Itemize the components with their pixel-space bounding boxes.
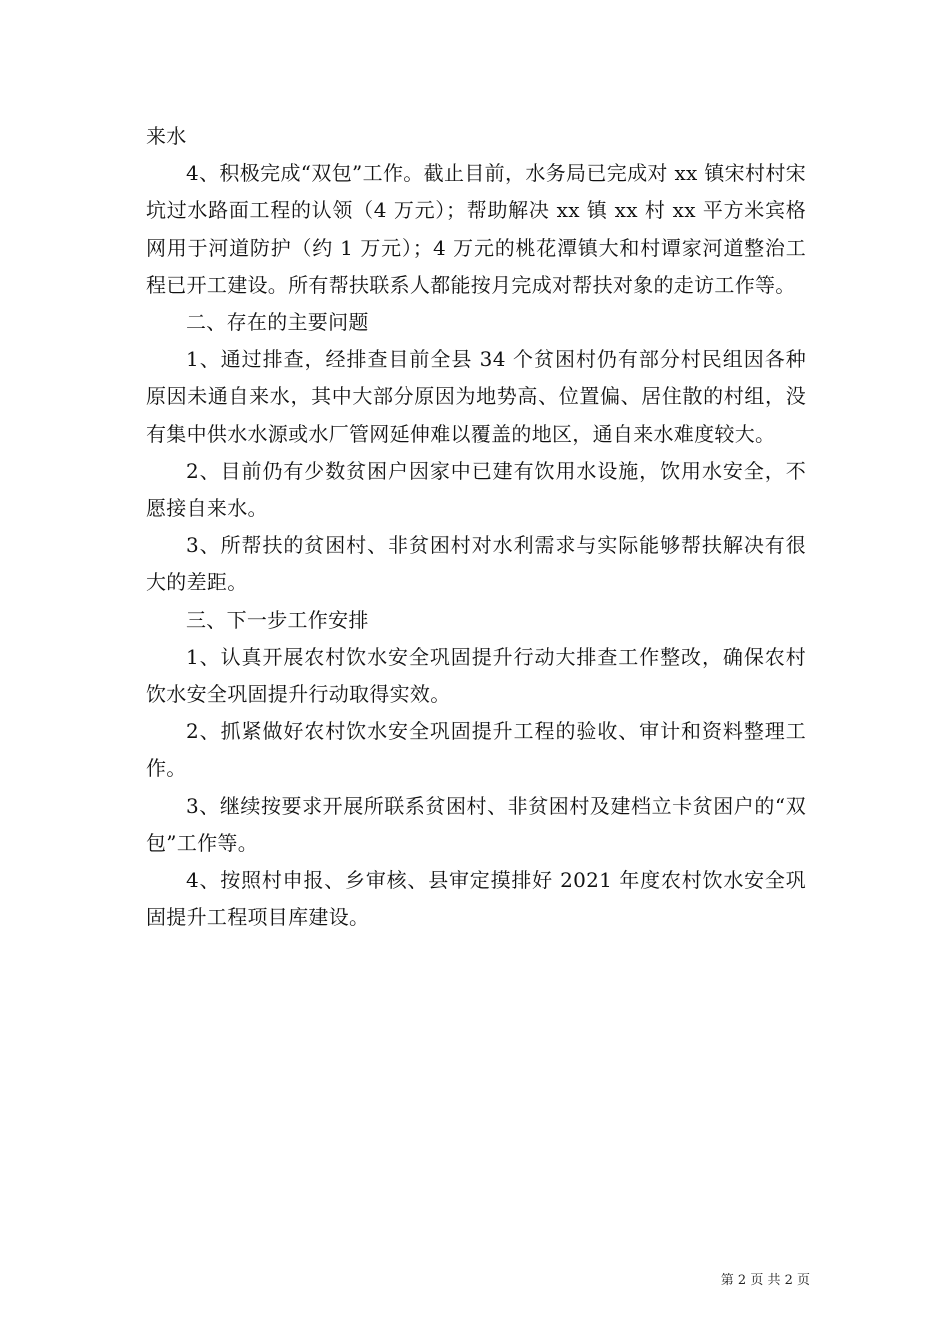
paragraph-continuation: 来水 — [146, 124, 187, 148]
page-number-footer: 第 2 页 共 2 页 — [720, 1273, 810, 1288]
section-heading-problems: 二、存在的主要问题 — [186, 310, 369, 335]
paragraph-problem-1: 1、通过排查，经排查目前全县 34 个贫困村仍有部分村民组因各种原因未通自来水，其中大部分原因为地势高、位置偏、居住散的村组，没有集中供水水源或水厂管网延伸难以覆盖的地区，通自来水难度较大。 — [146, 347, 806, 446]
paragraph-problem-2: 2、目前仍有少数贫困户因家中已建有饮用水设施，饮用水安全，不愿接自来水。 — [146, 458, 806, 521]
paragraph-plan-2: 2、抓紧做好农村饮水安全巩固提升工程的验收、审计和资料整理工作。 — [146, 719, 806, 781]
document-body — [146, 118, 806, 936]
paragraph-problem-3: 3、所帮扶的贫困村、非贫困村对水利需求与实际能够帮扶解决有很大的差距。 — [146, 533, 806, 595]
paragraph-item-shuangbao: 4、积极完成“双包”工作。截止目前，水务局已完成对 xx 镇宋村村宋坑过水路面工程的认领（4 万元）；帮助解决 xx 镇 xx 村 xx 平方米宾格网用于河道防护（约 1 万元）；4 万元的桃花潭镇大和村谭家河道整治工程已开工建设。所有帮扶联系人都能按月完成对帮扶对象的走访工作等。 — [146, 161, 806, 297]
paragraph-plan-1: 1、认真开展农村饮水安全巩固提升行动大排查工作整改，确保农村饮水安全巩固提升行动取得实效。 — [146, 644, 806, 707]
paragraph-plan-3: 3、继续按要求开展所联系贫困村、非贫困村及建档立卡贫困户的“双包”工作等。 — [146, 793, 806, 855]
section-heading-next-steps: 三、下一步工作安排 — [186, 607, 369, 632]
paragraph-plan-4: 4、按照村申报、乡审核、县审定摸排好 2021 年度农村饮水安全巩固提升工程项目库建设。 — [146, 868, 806, 930]
